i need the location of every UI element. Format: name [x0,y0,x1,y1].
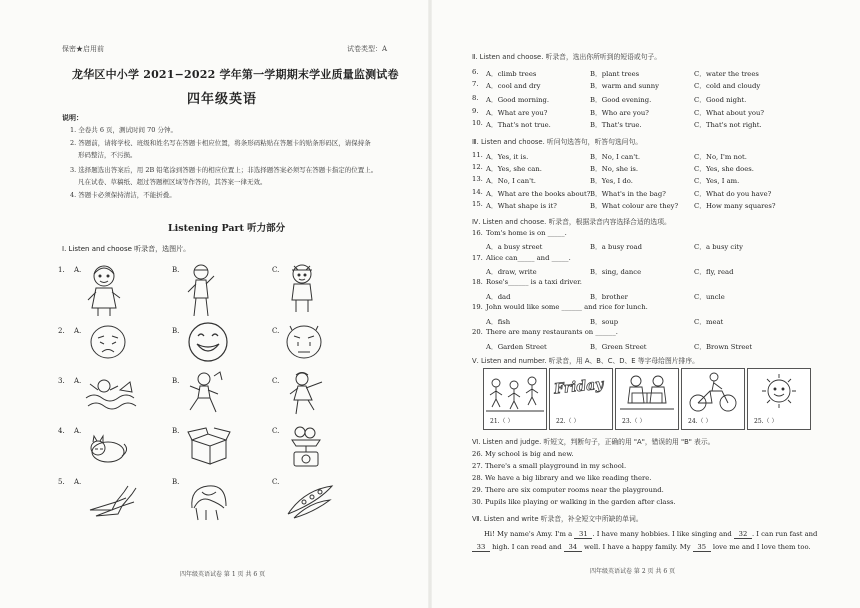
judge-sentence: 26. My school is big and new. [472,450,574,458]
option-c: C．a busy city [694,243,743,251]
option-a: A．a busy street [486,243,543,251]
option-b: B．What colour are they? [590,202,679,210]
option-b: B．sing, dance [590,268,642,276]
question-number: 12. [472,163,483,171]
judge-sentence: 28. We have a big library and we like reading there. [472,474,652,482]
option-b: B．What's in the bag? [590,190,666,198]
boy-running-picture [184,370,224,416]
notes-title: 说明： [62,113,83,122]
option-b: B．plant trees [590,70,640,78]
picture-blank-23: 23.（ ） [622,418,646,425]
option-c: C．No, I'm not. [694,153,747,161]
question-number: 6. [472,68,479,76]
passage-line-1 [484,530,817,539]
sad-face-picture [88,322,128,362]
section-2-title: Ⅱ. Listen and choose. 听录音，选出你所听到的短语或句子。 [472,53,662,61]
option-b: B．No, she is. [590,165,639,173]
option-a: A．That's not true. [486,121,551,129]
picture-blank-24: 24.（ ） [688,418,712,425]
picture-box-25 [747,368,811,430]
passage-text: . I have many hobbies. I like singing and [592,530,732,538]
question-number: 3. [58,377,65,385]
question-number: 9. [472,107,479,115]
confidential-label: 保密★启用前 [62,45,104,53]
exam-subtitle: 四年级英语 [187,92,258,107]
peapods-picture [284,480,336,520]
question-number: 19. [472,303,483,311]
child-swimming-picture [84,372,138,414]
option-b: B．Yes, I do. [590,177,633,185]
option-label-b: B. [172,266,180,274]
answer-blank-34[interactable]: 34 [564,543,582,552]
option-a: A．No, I can't. [486,177,536,185]
passage-text: Hi! My name's Amy. I'm a [484,530,573,538]
question-number: 17. [472,254,483,262]
question-stem: Rose's______ is a taxi driver. [486,278,582,286]
option-label-c: C. [272,377,280,385]
option-c: C．What do you have? [694,190,772,198]
picture-box-22 [549,368,613,430]
option-label-c: C. [272,327,280,335]
page-footer-left: 四年级英语试卷 第 1 页 共 6 页 [180,571,266,578]
listening-part-title: Listening Part 听力部分 [168,223,286,234]
option-c: C．water the trees [694,70,759,78]
question-number: 2. [58,327,65,335]
option-label-a: A. [74,327,82,335]
note-line: 4. 答题卡必须保持清洁，不能折叠。 [70,191,176,199]
note-line: 1. 全卷共 6 页，测试时间 70 分钟。 [70,126,177,134]
option-b: B．Green Street [590,343,647,351]
option-label-a: A. [74,377,82,385]
option-b: B．Who are you? [590,109,649,117]
girl-dancing-picture [284,370,326,416]
option-b: B．a busy road [590,243,642,251]
question-number: 18. [472,278,483,286]
option-c: C．What about you? [694,109,765,117]
sleeping-cat-picture [86,430,130,466]
option-label-a: A. [74,427,82,435]
question-stem: There are many restaurants on ______. [486,328,618,336]
option-label-b: B. [172,427,180,435]
option-b: B．Good evening. [590,96,652,104]
option-label-a: A. [74,266,82,274]
open-box-picture [186,426,232,466]
passage-line-2 [472,543,811,552]
option-a: A．Garden Street [486,343,547,351]
answer-blank-31[interactable]: 31 [574,530,592,539]
option-c: C．cold and cloudy [694,82,761,90]
picture-blank-25: 25.（ ） [754,418,778,425]
option-c: C．Brown Street [694,343,753,351]
section-4-title: Ⅳ. Listen and choose. 听录音，根据录音内容选择合适的选项。 [472,218,671,226]
boy-standing-picture [184,262,218,320]
friday-word-art: Friday [553,376,605,398]
question-number: 13. [472,175,483,183]
answer-blank-32[interactable]: 32 [734,530,752,539]
question-number: 4. [58,427,65,435]
option-label-c: C. [272,478,280,486]
kids-reading-picture [616,369,678,415]
question-stem: John would like some ______ and rice for lunch. [486,303,648,311]
judge-sentence: 30. Pupils like playing or walking in the garden after class. [472,498,676,506]
page-footer-right: 四年级英语试卷 第 2 页 共 6 页 [590,568,676,575]
picture-blank-22: 22.（ ） [556,418,580,425]
picture-blank-21: 21.（ ） [490,418,514,425]
note-line: 2. 答题前，请将学校、班级和姓名写在答题卡相应位置，将条形码粘贴在答题卡的贴条形码区，请保持条 [70,139,371,147]
section-6-title: Ⅵ. Listen and judge. 听短文，判断句子，正确的用 "A"，错误的用 "B" 表示。 [472,438,715,446]
option-c: C．That's not right. [694,121,762,129]
option-b: B．soup [590,318,619,326]
section-1-title: Ⅰ. Listen and choose 听录音，选图片。 [62,245,191,253]
option-b: B．brother [590,293,628,301]
question-number: 15. [472,200,483,208]
question-number: 11. [472,151,483,159]
passage-text: love me and I love them too. [712,543,811,551]
option-c: C．How many squares? [694,202,776,210]
answer-blank-35[interactable]: 35 [693,543,711,552]
section-7-title: Ⅶ. Listen and write 听录音，补全短文中所缺的单词。 [472,515,643,523]
passage-text: . I can run fast and [751,530,818,538]
question-stem: Tom's home is on _____. [486,229,567,237]
option-a: A．What are the books about? [486,190,591,198]
question-number: 14. [472,188,483,196]
passage-text: well. I have a happy family. My [583,543,691,551]
picture-box-24 [681,368,745,430]
option-a: A．cool and dry [486,82,541,90]
question-number: 7. [472,80,479,88]
option-a: A．fish [486,318,511,326]
paper-type-label: 试卷类型：A [347,45,388,53]
option-c: C．Yes, she does. [694,165,754,173]
exam-title: 龙华区中小学 2021−2022 学年第一学期期末学业质量监测试卷 [72,68,399,81]
question-stem: Alice can_____ and _____. [486,254,571,262]
right-page [430,0,860,608]
option-label-b: B. [172,478,180,486]
picture-box-23 [615,368,679,430]
option-a: A．Yes, it is. [486,153,529,161]
section-3-title: Ⅲ. Listen and choose. 听问句选答句，听答句选问句。 [472,138,643,146]
option-a: A．climb trees [486,70,537,78]
option-label-b: B. [172,377,180,385]
option-c: C．Good night. [694,96,747,104]
option-b: B．warm and sunny [590,82,659,90]
option-c: C．meat [694,318,724,326]
question-number: 16. [472,229,483,237]
scale-with-fruit-picture [286,424,326,470]
question-number: 5. [58,478,65,486]
smiling-sun-picture [748,369,810,415]
girl-cycling-picture [682,369,744,415]
option-c: C．Yes, I am. [694,177,740,185]
judge-sentence: 27. There's a small playground in my school. [472,462,627,470]
option-label-c: C. [272,427,280,435]
girl-smiling-picture [84,262,124,318]
answer-blank-33[interactable]: 33 [472,543,490,552]
question-number: 10. [472,119,483,127]
carrots-picture [86,480,142,520]
section-5-title: Ⅴ. Listen and number. 听录音，用 A、B、C、D、E 等字母给图片排序。 [472,357,699,365]
option-b: B．That's true. [590,121,642,129]
cabbage-picture [186,478,232,522]
option-a: A．draw, write [486,268,537,276]
option-label-a: A. [74,478,82,486]
question-number: 1. [58,266,65,274]
option-a: A．What are you? [486,109,548,117]
option-label-c: C. [272,266,280,274]
option-c: C．fly, read [694,268,734,276]
note-line: 形码整洁，不污损。 [78,151,137,159]
option-a: A．What shape is it? [486,202,557,210]
boy-headband-picture [284,262,320,316]
picture-box-21 [483,368,547,430]
note-line: 3. 选择题选出答案后，用 2B 铅笔涂到答题卡的相应位置上；非选择题答案必须写在答题卡指定的位置上。 [70,166,378,174]
option-a: A．Yes, she can. [486,165,542,173]
option-a: A．Good morning. [486,96,550,104]
option-c: C．uncle [694,293,725,301]
question-number: 8. [472,94,479,102]
option-b: B．No, I can't. [590,153,640,161]
note-line: 凡在试卷、草稿纸、超过答题框区域等作答的，其答案一律无效。 [78,178,267,186]
worried-face-picture [284,322,324,362]
happy-face-picture [186,320,230,364]
passage-text: high. I can read and [492,543,562,551]
question-number: 20. [472,328,483,336]
judge-sentence: 29. There are six computer rooms near the playground. [472,486,664,494]
children-playing-picture [484,369,546,415]
option-label-b: B. [172,327,180,335]
option-a: A．dad [486,293,511,301]
